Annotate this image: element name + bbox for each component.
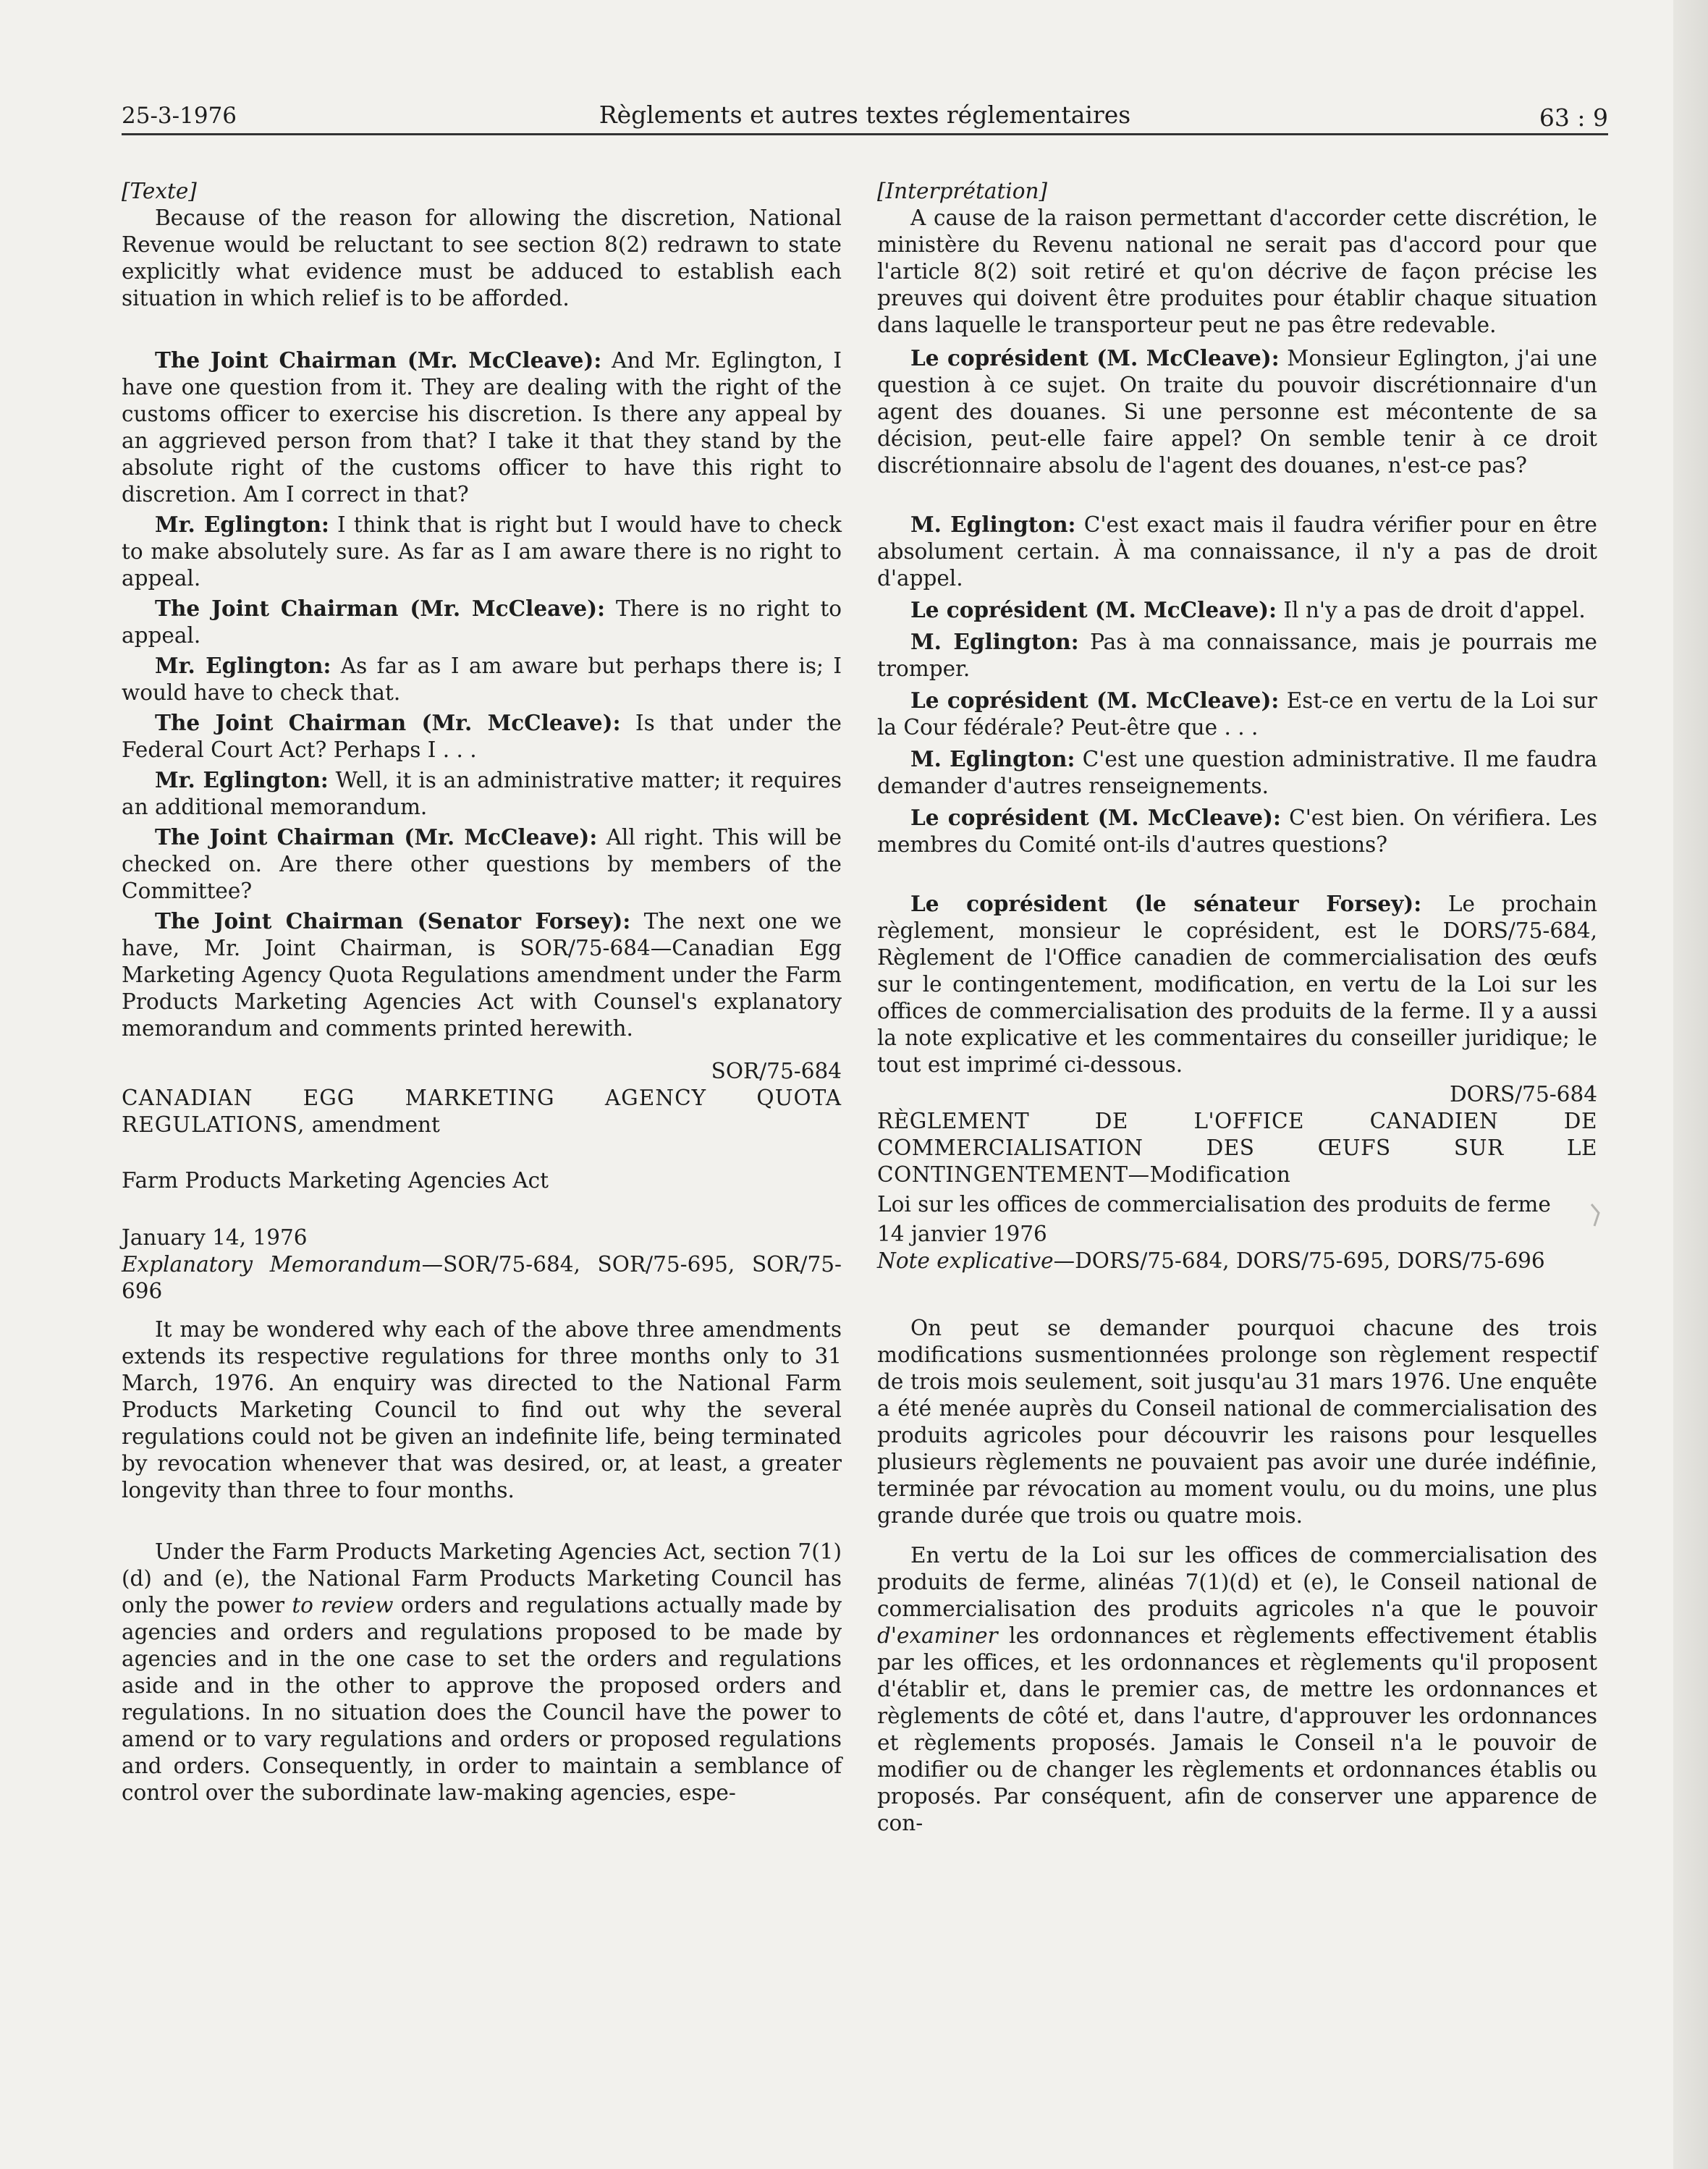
- speech-paragraph: The Joint Chairman (Mr. McCleave): There is no right to appeal.: [122, 596, 842, 648]
- paragraph: On peut se demander pourquoi chacune des trois modifications susmentionnées prolonge son règlement respectif de trois mois seulement, soit jusqu'au 31 mars 1976. Une enquête a été menée auprès du Conseil national de commercialisation des produits agricoles pour découvrir les raisons pour lesquelles plusieurs règlements ne pouvaient pas avoir une durée indéfinie, terminée par révocation au moment voulu, ou du moins, une plus grande durée que trois ou quatre mois.: [877, 1316, 1597, 1528]
- paragraph: En vertu de la Loi sur les offices de commercialisation des produits de ferme, alinéas 7(1)(d) et (e), le Conseil national de commercialisation des produits agricoles n'a que le pouvoir d'examiner les ordonnances et règlements effectivement établis par les offices, et les ordonnances et règlements qu'il proposent d'établir et, dans le premier cas, de mettre les ordonnances et règlements de côté et, dans l'autre, d'approuver les ordonnances et règlements proposés. Jamais le Conseil n'a le pouvoir de modifier ou de changer les règlements et ordonnances établis ou proposés. Par conséquent, afin de conserver une apparence de con-: [877, 1543, 1597, 1835]
- speaker: Le coprésident (M. McCleave):: [910, 597, 1277, 622]
- section-label: [Interprétation]: [877, 179, 1048, 203]
- speech-paragraph: Mr. Eglington: I think that is right but I would have to check to make absolutely sure. As far as I am aware there is no right to appeal.: [122, 512, 842, 591]
- speech-paragraph: The Joint Chairman (Mr. McCleave): All right. This will be checked on. Are there other questions by members of the Committee?: [122, 824, 842, 903]
- memo-heading: Note explicative—DORS/75-684, DORS/75-695, DORS/75-696: [877, 1248, 1545, 1273]
- speech-paragraph: Le coprésident (M. McCleave): Monsieur Eglington, j'ai une question à ce sujet. On traite du pouvoir discrétionnaire d'un agent des douanes. Si une personne est mécontente de sa décision, peut-elle faire appel? On semble tenir à ce droit discrétionnaire absolu de l'agent des douanes, n'est-ce pas?: [877, 345, 1597, 478]
- speech-paragraph: Le coprésident (M. McCleave): Est-ce en vertu de la Loi sur la Cour fédérale? Peut-être que . . .: [877, 688, 1597, 740]
- speech-paragraph: M. Eglington: Pas à ma connaissance, mais je pourrais me tromper.: [877, 629, 1598, 681]
- speech-paragraph: Le coprésident (M. McCleave): Il n'y a pas de droit d'appel.: [910, 597, 1586, 622]
- speaker: The Joint Chairman (Mr. McCleave):: [155, 710, 621, 735]
- paragraph: It may be wondered why each of the above three amendments extends its respective regulations for three months only to 31 March, 1976. An enquiry was directed to the National Farm Products Marketing Council to find out why the several regulations could not be given an indefinite life, being terminated by revocation whenever that was desired, or, at least, a greater longevity than three to four months.: [122, 1317, 842, 1502]
- speaker: Le coprésident (M. McCleave):: [910, 345, 1280, 371]
- regulation-title: RÈGLEMENT DE L'OFFICE CANADIEN DE COMMERCIALISATION DES ŒUFS SUR LE CONTINGENTEMENT—Modification: [877, 1109, 1597, 1187]
- speech-paragraph: The Joint Chairman (Mr. McCleave): And Mr. Eglington, I have one question from it. They are dealing with the right of the customs officer to exercise his discretion. Is there any appeal by an aggrieved person from that? I take it that they stand by the absolute right of the customs officer to have this right to discretion. Am I correct in that?: [122, 347, 842, 507]
- paragraph: A cause de la raison permettant d'accorder cette discrétion, le ministère du Revenu national ne serait pas d'accord pour que l'article 8(2) soit retiré et qu'on décrive de façon précise les preuves qui doivent être produites pour établir chaque situation dans laquelle le transporteur peut ne pas être redevable.: [877, 206, 1597, 337]
- speaker: Le coprésident (M. McCleave):: [910, 805, 1281, 830]
- speech-paragraph: The Joint Chairman (Mr. McCleave): Is that under the Federal Court Act? Perhaps I . . .: [122, 710, 842, 762]
- header-title: Règlements et autres textes réglementaires: [599, 101, 1131, 129]
- speaker: The Joint Chairman (Mr. McCleave):: [155, 824, 598, 850]
- regulation-title: CANADIAN EGG MARKETING AGENCY QUOTA REGULATIONS, amendment: [122, 1086, 842, 1137]
- memo-heading: Explanatory Memorandum—SOR/75-684, SOR/75-695, SOR/75-696: [122, 1252, 842, 1303]
- margin-pencil-mark: [1589, 1203, 1602, 1227]
- speaker: Le coprésident (le sénateur Forsey):: [910, 891, 1422, 916]
- speech-paragraph: Mr. Eglington: Well, it is an administrative matter; it requires an additional memorandum.: [122, 767, 842, 819]
- page-number: 63 : 9: [1539, 103, 1608, 132]
- speaker: M. Eglington:: [910, 512, 1076, 537]
- speaker: Mr. Eglington:: [155, 512, 329, 537]
- speech-paragraph: The Joint Chairman (Senator Forsey): The next one we have, Mr. Joint Chairman, is SOR/75-684—Canadian Egg Marketing Agency Quota Regulations amendment under the Farm Products Marketing Agencies Act with Counsel's explanatory memorandum and comments printed herewith.: [122, 908, 842, 1041]
- speech-paragraph: Le coprésident (le sénateur Forsey): Le prochain règlement, monsieur le coprésident, est le DORS/75-684, Règlement de l'Office canadien de commercialisation des œufs sur le contingentement, modification, en vertu de la Loi sur les offices de commercialisation des produits de la ferme. Il y a aussi la note explicative et les commentaires du conseiller juridique; le tout est imprimé ci-dessous.: [877, 891, 1597, 1077]
- speaker: Le coprésident (M. McCleave):: [910, 688, 1280, 713]
- act-name: Loi sur les offices de commercialisation des produits de ferme: [877, 1192, 1551, 1217]
- memo-date: 14 janvier 1976: [877, 1222, 1047, 1246]
- speech-paragraph: Le coprésident (M. McCleave): C'est bien. On vérifiera. Les membres du Comité ont-ils d'autres questions?: [877, 805, 1597, 857]
- paragraph: Under the Farm Products Marketing Agencies Act, section 7(1)(d) and (e), the National Farm Products Marketing Council has only the power to review orders and regulations actually made by agencies and orders and regulations proposed to be made by agencies and in the one case to set the orders and regulations aside and in the other to approve the proposed orders and regulations. In no situation does the Council have the power to amend or to vary regulations and orders or proposed regulations and orders. Consequently, in order to maintain a semblance of control over the subordinate law-making agencies, espe-: [122, 1539, 842, 1805]
- memo-date: January 14, 1976: [122, 1225, 308, 1250]
- speech-paragraph: Mr. Eglington: As far as I am aware but perhaps there is; I would have to check that.: [122, 653, 842, 705]
- act-name: Farm Products Marketing Agencies Act: [122, 1168, 549, 1193]
- header-date: 25-3-1976: [122, 103, 237, 129]
- sor-reference: DORS/75-684: [1449, 1082, 1597, 1107]
- speaker: The Joint Chairman (Senator Forsey):: [155, 908, 631, 934]
- speaker: Mr. Eglington:: [155, 653, 331, 678]
- speech-paragraph: M. Eglington: C'est une question administrative. Il me faudra demander d'autres renseignements.: [877, 746, 1597, 798]
- sor-reference: SOR/75-684: [711, 1059, 842, 1083]
- speaker: The Joint Chairman (Mr. McCleave):: [155, 596, 605, 621]
- speaker: M. Eglington:: [910, 746, 1075, 771]
- speaker: The Joint Chairman (Mr. McCleave):: [155, 347, 602, 373]
- speaker: M. Eglington:: [910, 629, 1079, 654]
- english-column: [122, 178, 842, 1806]
- section-label: [Texte]: [122, 179, 197, 203]
- french-column: [877, 178, 1597, 1837]
- speech-paragraph: M. Eglington: C'est exact mais il faudra vérifier pour en être absolument certain. À ma connaissance, il n'y a pas de droit d'appel.: [877, 512, 1597, 591]
- paragraph: Because of the reason for allowing the discretion, National Revenue would be reluctant to see section 8(2) redrawn to state explicitly what evidence must be adduced to establish each situation in which relief is to be afforded.: [122, 206, 842, 310]
- speaker: Mr. Eglington:: [155, 767, 329, 792]
- page-header: [122, 100, 1608, 135]
- page-edge-shadow: [1673, 0, 1708, 2169]
